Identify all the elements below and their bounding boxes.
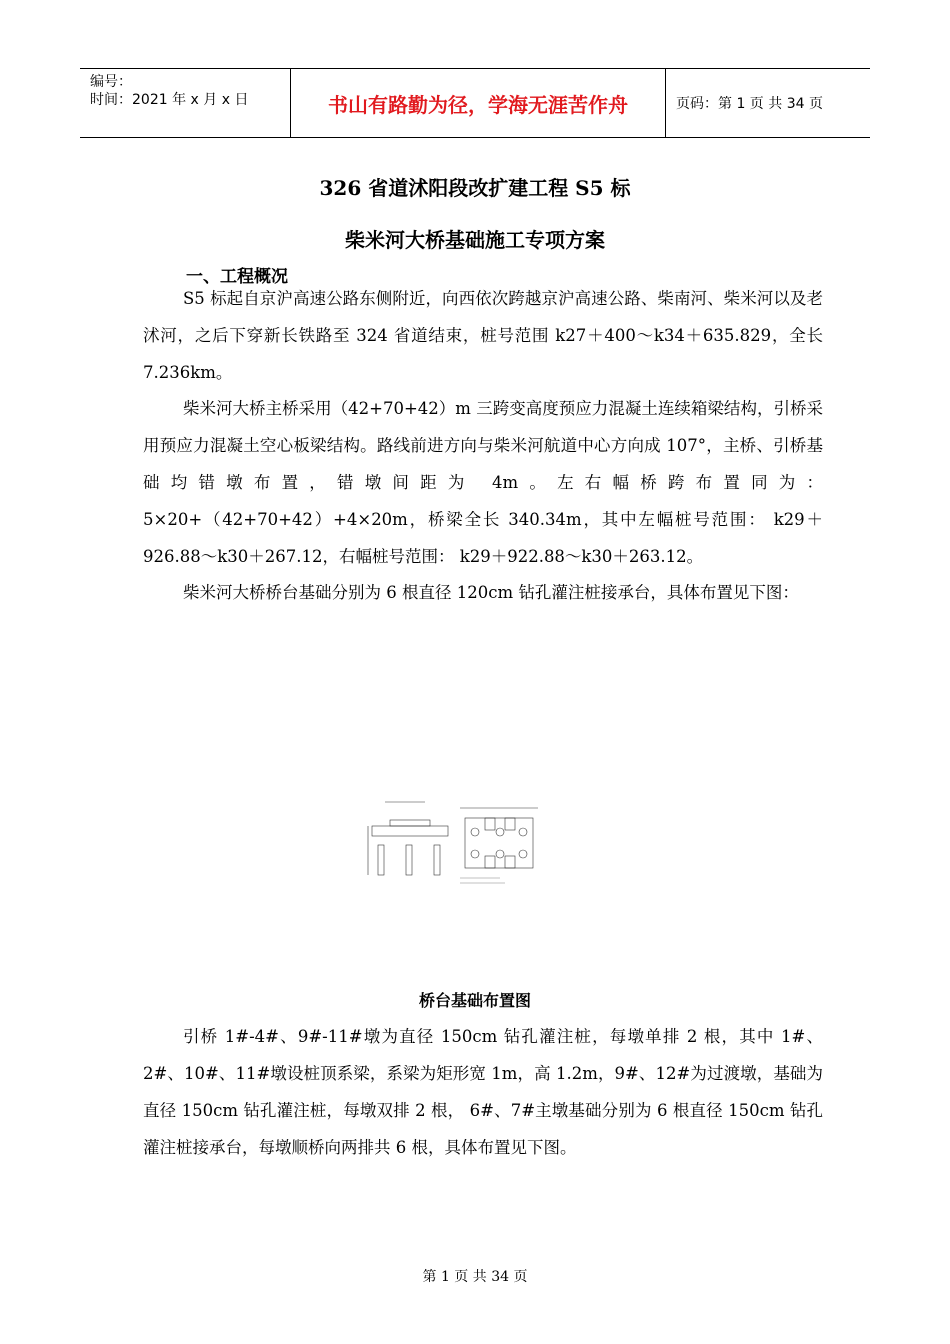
page-footer: 第 1 页 共 34 页 [422,1269,528,1285]
figure-caption: 桥台基础布置图 [418,991,531,1010]
header-page: 页码：第 1 页 共 34 页 [676,96,823,112]
doc-title-line2: 柴米河大桥基础施工专项方案 [345,228,605,252]
header-date: 时间：2021 年 x 月 x 日 [90,92,249,108]
abutment-foundation-figure [360,790,550,890]
paragraph-1: S5 标起自京沪高速公路东侧附近，向西依次跨越京沪高速公路、柴南河、柴米河以及老沭河，之后下穿新长铁路至 324 省道结束，桩号范围 k27＋400～k34＋635.829，全长 7.236km。 [143,289,823,382]
doc-title-line1: 326 省道沭阳段改扩建工程 S5 标 [319,176,631,200]
header-motto: 书山有路勤为径，学海无涯苦作舟 [291,69,666,137]
header-number: 编号： [90,74,132,90]
header-meta [80,69,291,137]
section-heading: 一、工程概况 [186,267,288,287]
document-header [80,68,870,138]
paragraph-4: 引桥 1#-4#、9#-11#墩为直径 150cm 钻孔灌注桩，每墩单排 2 根，其中 1#、2#、10#、11#墩设桩顶系梁，系梁为矩形宽 1m，高 1.2m，9#、12#为过渡墩，基础为直径 150cm 钻孔灌注桩，每墩双排 2 根， 6#、7#主墩基础分别为 6 根直径 150cm 钻孔灌注桩接承台，每墩顺桥向两排共 6 根，具体布置见下图。 [143,1027,823,1157]
paragraph-2: 柴米河大桥主桥采用（42+70+42）m 三跨变高度预应力混凝土连续箱梁结构，引桥采用预应力混凝土空心板梁结构。路线前进方向与柴米河航道中心方向成 107°，主桥、引桥基础均错墩布置，错墩间距为 4m。左右幅桥跨布置同为：5×20+（42+70+42）+4×20m，桥梁全长 340.34m，其中左幅桩号范围： k29＋926.88～k30＋267.12，右幅桩号范围： k29＋922.88～k30＋263.12。 [143,399,823,566]
paragraph-3: 柴米河大桥桥台基础分别为 6 根直径 120cm 钻孔灌注桩接承台，具体布置见下图： [183,583,799,602]
